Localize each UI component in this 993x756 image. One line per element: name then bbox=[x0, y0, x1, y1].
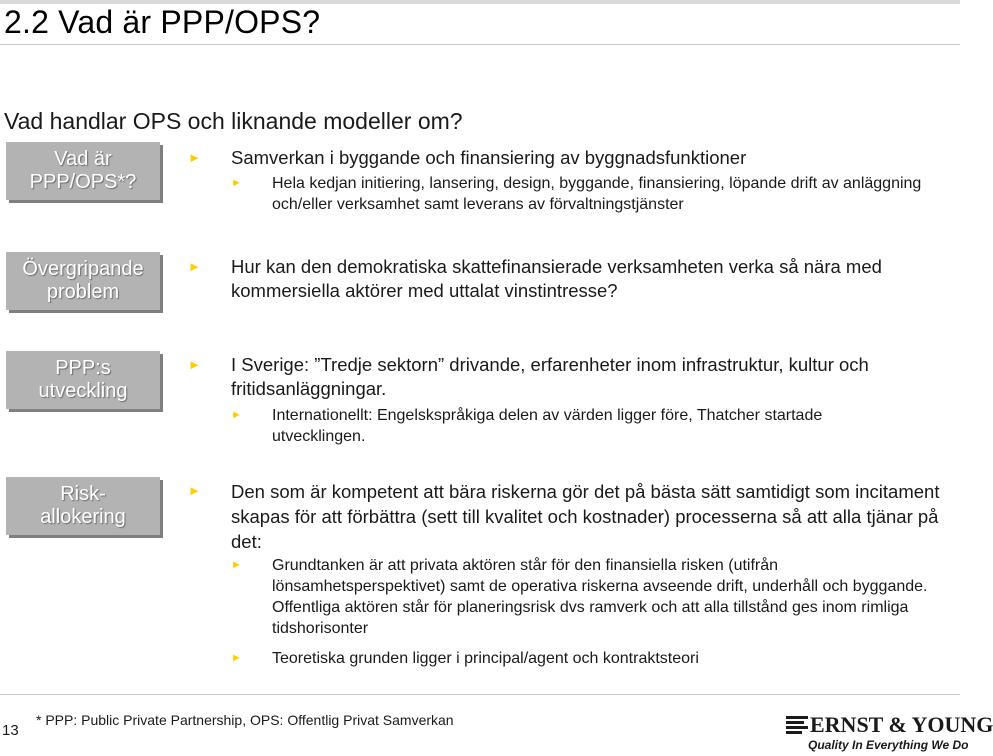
section-label-overgripande-problem bbox=[6, 252, 160, 310]
bullet-text: I Sverige: ”Tredje sektorn” drivande, erfarenheter inom infrastruktur, kultur och fritidsanläggningar. bbox=[231, 354, 869, 399]
triangle-right-icon: ► bbox=[231, 559, 242, 571]
triangle-right-icon: ► bbox=[231, 652, 242, 664]
section-label-text: Vad är PPP/OPS*? bbox=[29, 148, 137, 193]
triangle-right-icon: ► bbox=[188, 357, 201, 372]
page-subtitle: Vad handlar OPS och liknande modeller om? bbox=[4, 108, 463, 134]
section-label-text: Övergripande problem bbox=[22, 258, 144, 303]
section-label-ppp-utveckling bbox=[6, 351, 160, 409]
logo-name: ERNST & YOUNG bbox=[810, 712, 993, 737]
logo-mark-icon bbox=[786, 716, 808, 736]
bullet-text: Grundtanken är att privata aktören står för den finansiella risken (utifrån lönsamhetsperspektivet) samt de operativa riskerna avseende drift, underhåll och byggande. Offentliga aktören står för planeringsrisk dvs ramverk och att alla tillstånd ges inom rimliga tidshorisonter bbox=[272, 557, 928, 637]
triangle-right-icon: ► bbox=[188, 483, 201, 498]
bullet-text: Teoretiska grunden ligger i principal/agent och kontraktsteori bbox=[272, 650, 699, 667]
footer-divider bbox=[0, 694, 960, 695]
bullet-text: Hela kedjan initiering, lansering, design, byggande, finansiering, löpande drift av anläggning och/eller verksamhet samt leverans av förvaltningstjänster bbox=[272, 175, 922, 213]
triangle-right-icon: ► bbox=[188, 259, 201, 274]
bullet-text: Internationellt: Engelskspråkiga delen av värden ligger före, Thatcher startade utvecklingen. bbox=[272, 407, 823, 445]
title-divider bbox=[0, 44, 960, 45]
section-label-ppp-ops bbox=[6, 142, 160, 200]
section-label-text: PPP:s utveckling bbox=[38, 357, 128, 402]
triangle-right-icon: ► bbox=[231, 177, 242, 189]
page-number: 13 bbox=[2, 722, 19, 739]
ernst-young-logo-icon bbox=[786, 712, 993, 754]
section-label-text: Risk- allokering bbox=[40, 483, 126, 528]
bullet-text: Hur kan den demokratiska skattefinansierade verksamheten verka så nära med kommersiella aktörer med uttalat vinstintresse? bbox=[231, 256, 882, 301]
section-label-riskallokering bbox=[6, 477, 160, 535]
bullet-text: Den som är kompetent att bära riskerna gör det på bästa sätt samtidigt som incitament skapas för att förbättra (sett till kvalitet och kostnader) processerna så att alla tjänar på det: bbox=[231, 481, 940, 552]
triangle-right-icon: ► bbox=[231, 409, 242, 421]
triangle-right-icon: ► bbox=[188, 150, 201, 165]
footnote: * PPP: Public Private Partnership, OPS: Offentlig Privat Samverkan bbox=[36, 712, 454, 728]
logo-tagline: Quality In Everything We Do bbox=[808, 738, 969, 752]
page-title: 2.2 Vad är PPP/OPS? bbox=[4, 4, 321, 40]
bullet-text: Samverkan i byggande och finansiering av byggnadsfunktioner bbox=[231, 147, 747, 168]
